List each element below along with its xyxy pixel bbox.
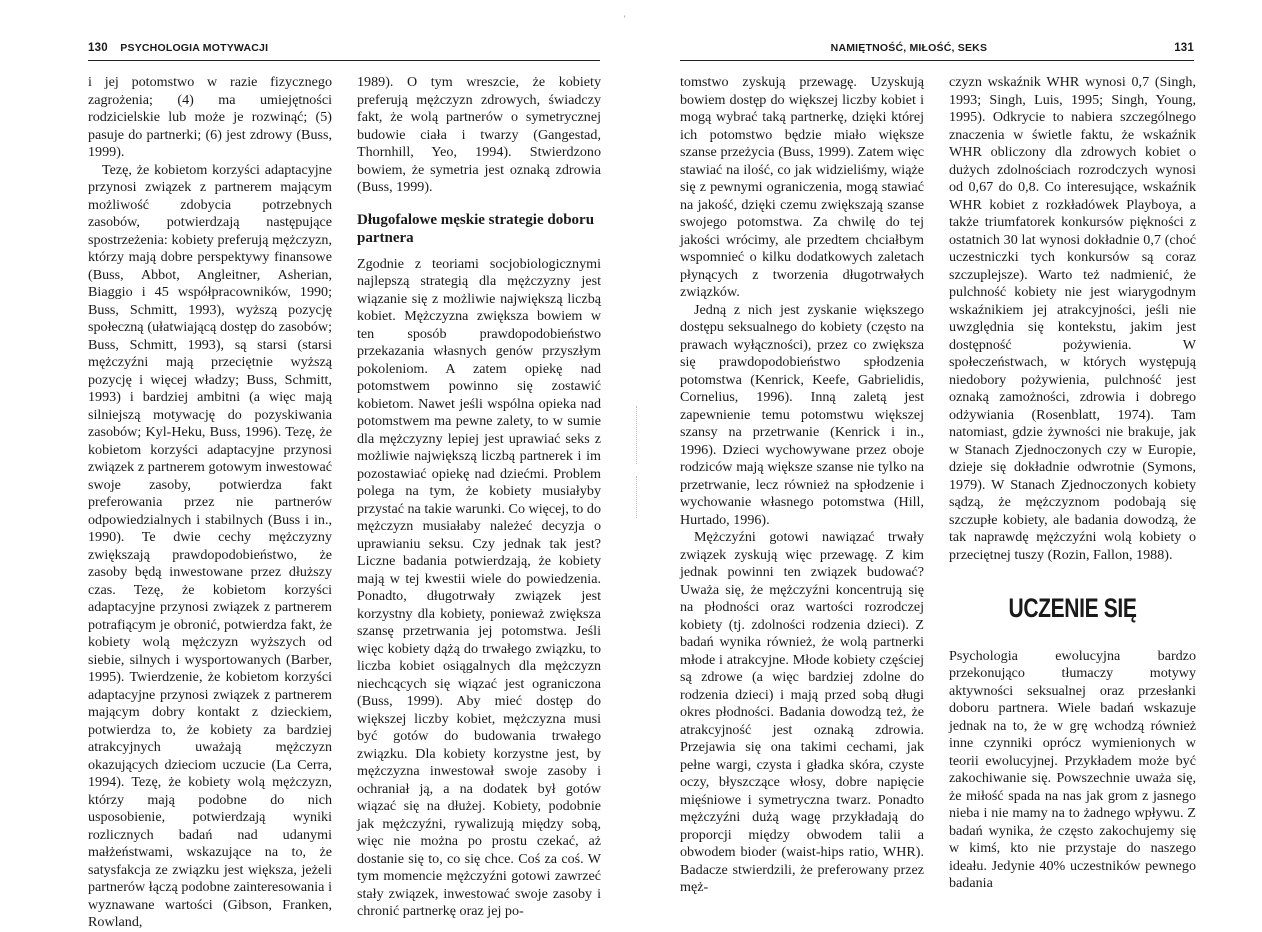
paragraph: 1989). O tym wreszcie, że kobiety preferują mężczyzn zdrowych, świadczy fakt, że wolą partnerów o symetrycznej budowie ciała i twarzy (Gangestad, Thornhill, Yeo, 1994). Stwierdzono bowiem, że symetria jest oznaką zdrowia (Buss, 1999). — [357, 74, 601, 195]
left-page — [0, 0, 631, 930]
paragraph: Jedną z nich jest zyskanie większego dostępu seksualnego do kobiety (często na prawach wyłączności), przez co zwiększa się prawdopodobieństwo spłodzenia potomstwa (Kenrick, Keefe, Gabrielidis, Cornelius, 1996). Inną zaletą jest zapewnienie temu potomstwu większej szansy na przetrwanie (Kenrick i in., 1996). Dzieci wychowywane przez oboje rodziców mają większe szanse nie tylko na przetrwanie, lecz również na spłodzenie i wychowanie własnego potomstwa (Hill, Hurtado, 1996). — [680, 301, 924, 528]
paragraph: Psychologia ewolucyjna bardzo przekonująco tłumaczy motywy aktywności seksualnej oraz przesłanki doboru partnera. Wiele badań wskazuje jednak na to, że w grę wchodzą również inne czynniki oprócz wymienionych w teorii ewolucyjnej. Przykładem może być zakochiwanie się. Powszechnie uważa się, że miłość spada na nas jak grom z jasnego nieba i nie mamy na to żadnego wpływu. Z badań wynika, że często zakochujemy się w kimś, kto nie przystaje do naszego ideału. Jedynie 40% uczestników pewnego badania — [949, 647, 1196, 891]
right-page-header — [831, 42, 1194, 54]
left-column-1 — [88, 74, 332, 932]
paragraph: tomstwo zyskują przewagę. Uzyskują bowiem dostęp do większej liczby kobiet i mogą wybrać taką partnerkę, dzięki której ich potomstwo będzie miało większe szanse przeżycia (Buss, 1999). Zatem więc stawiać na ilość, co jak widzieliśmy, wiąże się z pewnymi ograniczenia, mogą stawiać na jakość, dzięki czemu zwiększają szanse swojego potomstwa. Za chwilę do tej jakości wrócimy, ale przedtem chciałbym wspomnieć o kilku dodatkowych zaletach płynących z tworzenia długotrwałych związków. — [680, 74, 924, 300]
right-running-title: NAMIĘTNOŚĆ, MIŁOŚĆ, SEKS — [830, 42, 988, 54]
left-column-2 — [357, 74, 601, 921]
left-page-header — [88, 42, 268, 54]
paragraph: Mężczyźni gotowi nawiązać trwały związek zyskują więc przewagę. Z kim jednak powinni ten związek budować? Uważa się, że mężczyźni koncentrują się na płodności oraz wartości rozrodczej kobiety (tj. zdolności rodzenia dzieci). Z badań wynika również, że wolą partnerki młode i atrakcyjne. Młode kobiety częściej są zdrowe (a więc bardziej zdolne do rodzenia dzieci) i mają przed sobą długi okres płodności. Badania dowodzą też, że atrakcyjność jest oznaką zdrowia. Przejawia się ona takimi cechami, jak pełne wargi, czysta i gładka skóra, czyste oczy, błyszczące włosy, dobre napięcie mięśniowe i symetryczna twarz. Ponadto mężczyźni dużą wagę przykładają do proporcji między obwodem talii a obwodem bioder (waist-hips ratio, WHR). Badacze stwierdzili, że preferowany przez męż- — [680, 529, 924, 895]
paragraph: i jej potomstwo w razie fizycznego zagrożenia; (4) ma umiejętności rodzicielskie lub może je rozwinąć; (5) pasuje do partnerki; (6) jest zdrowy (Buss, 1999). — [88, 74, 332, 160]
left-page-number: 130 — [88, 42, 108, 54]
right-column-2 — [949, 74, 1196, 893]
right-header-rule — [680, 60, 1194, 61]
right-page-number: 131 — [1174, 42, 1194, 54]
paragraph: czyzn wskaźnik WHR wynosi 0,7 (Singh, 1993; Singh, Luis, 1995; Singh, Young, 1995). Odkrycie to nabiera szczególnego znaczenia w świetle faktu, że wskaźnik WHR obliczony dla zdrowych kobiet o dużych zdolnościach rozrodczych wynosi od 0,67 do 0,8. Co interesujące, wskaźnik WHR kobiet z rozkładówek Playboya, a także triumfatorek konkursów piękności z ostatnich 30 lat wynosi dokładnie 0,7 (choć uczestniczki tych konkursów są coraz szczuplejsze). Warto też nadmienić, że pulchność kobiety nie jest wiarygodnym wskaźnikiem jej atrakcyjności, jeśli nie uwzględnia się kontekstu, jakim jest dostępność pożywienia. W społeczeństwach, w których występują niedobory pożywienia, pulchność jest oznaką zamożności, zdrowia i dobrego odżywiania (Rosenblatt, 1974). Tam natomiast, gdzie żywności nie brakuje, jak w Stanach Zjednoczonych czy w Europie, dzieje się dokładnie odwrotnie (Symons, 1979). W Stanach Zjednoczonych kobiety sądzą, że mężczyznom podobają się szczupłe kobiety, ale badania dowodzą, że tak naprawdę mężczyźni wolą kobiety o przeciętnej tuszy (Rozin, Fallon, 1988). — [949, 74, 1196, 563]
paragraph: Zgodnie z teoriami socjobiologicznymi najlepszą strategią dla mężczyzny jest wiązanie się z możliwie największą liczbą kobiet. Mężczyzna zwiększa bowiem w ten sposób prawdopodobieństwo przekazania własnych genów przyszłym pokoleniom. A zatem opiekę nad potomstwem powinno się zostawić kobietom. Nawet jeśli wspólna opieka nad potomstwem ma pewne zalety, to w sumie dla mężczyzny lepiej jest uprawiać seks z możliwie największą liczbą partnerek i im pozostawiać opiekę nad dziećmi. Problem polega na tym, że kobiety musiałyby przystać na takie warunki. Co więcej, to do mężczyzn musiałaby należeć decyzja o uprawianiu seksu. Czy jednak tak jest? Liczne badania potwierdzają, że kobiety mają w tej kwestii wiele do powiedzenia. Ponadto, długotrwały związek jest korzystny dla kobiety, ponieważ zwiększa szansę przetrwania jej potomstwa. Jeśli więc kobiety dążą do trwałego związku, to liczba kobiet osiągalnych dla mężczyzn niechcących się wiązać jest ograniczona (Buss, 1999). Aby mieć dostęp do większej liczby kobiet, mężczyzna musi być gotów do budowania trwałego związku. Dla kobiety korzystne jest, by mężczyzna inwestował swoje zasoby i ochraniał ją, a na dodatek był gotów wiązać się na dłużej. Kobiety, podobnie jak mężczyźni, rywalizują między sobą, więc nie można po prostu czekać, aż dostanie się to, co się chce. Coś za coś. W tym momencie mężczyźni gotowi zawrzeć stały związek, inwestować swoje zasoby i chronić partnerkę oraz jej po- — [357, 255, 601, 919]
subheading: Długofalowe męskie strategie doboru partnera — [357, 211, 595, 246]
right-column-1 — [680, 74, 924, 897]
left-running-title: PSYCHOLOGIA MOTYWACJI — [120, 42, 269, 54]
left-header-rule — [88, 60, 600, 61]
scan-mark: ' — [624, 14, 626, 24]
paragraph: Tezę, że kobietom korzyści adaptacyjne przynosi związek z partnerem mającym możliwość zdobycia potrzebnych zasobów, potwierdzają następujące spostrzeżenia: kobiety preferują mężczyzn, którzy mają dobre perspektywy finansowe (Buss, Abbot, Angleitner, Asherian, Biaggio i 45 współpracowników, 1990; Buss, Schmitt, 1993), wyższą pozycję społeczną (ułatwiającą dostęp do zasobów; Buss, Schmitt, 1993), są starsi (starsi mężczyźni mają przeciętnie wyższą pozycję i więcej władzy; Buss, Schmitt, 1993) i bardziej ambitni (a więc mają silniejszą motywację do pozyskiwania zasobów; Kyl-Heku, Buss, 1996). Tezę, że kobietom korzyści adaptacyjne przynosi związek z partnerem gotowym inwestować swoje zasoby, potwierdza fakt preferowania przez nie partnerów odpowiedzialnych i stabilnych (Buss i in., 1990). Te dwie cechy mężczyzny zwiększają prawdopodobieństwo, że zasoby będą inwestowane przez dłuższy czas. Tezę, że kobietom korzyści adaptacyjne przynosi związek z partnerem potrafiącym je obronić, potwierdza fakt, że kobiety wolą mężczyzn wyższych od siebie, silnych i wysportowanych (Barber, 1995). Twierdzenie, że kobietom korzyści adaptacyjne przynosi związek z partnerem mającym dobry kontakt z dzieckiem, potwierdza to, że kobiety za bardziej atrakcyjnych uważają mężczyzn okazujących dzieciom uczucie (La Cerra, 1994). Tezę, że kobiety wolą mężczyzn, którzy mają podobne do nich usposobienie, potwierdzają wyniki rozlicznych badań nad udanymi małżeństwami, wskazujące na to, że satysfakcja ze związku jest większa, jeżeli partnerów łączą podobne zainteresowania i wyznawane wartości (Gibson, Franken, Rowland, — [88, 161, 332, 930]
section-title: UCZENIE SIĘ — [1008, 593, 1137, 623]
right-running-head — [680, 42, 1194, 54]
right-page — [631, 0, 1262, 894]
left-running-head — [88, 42, 600, 54]
